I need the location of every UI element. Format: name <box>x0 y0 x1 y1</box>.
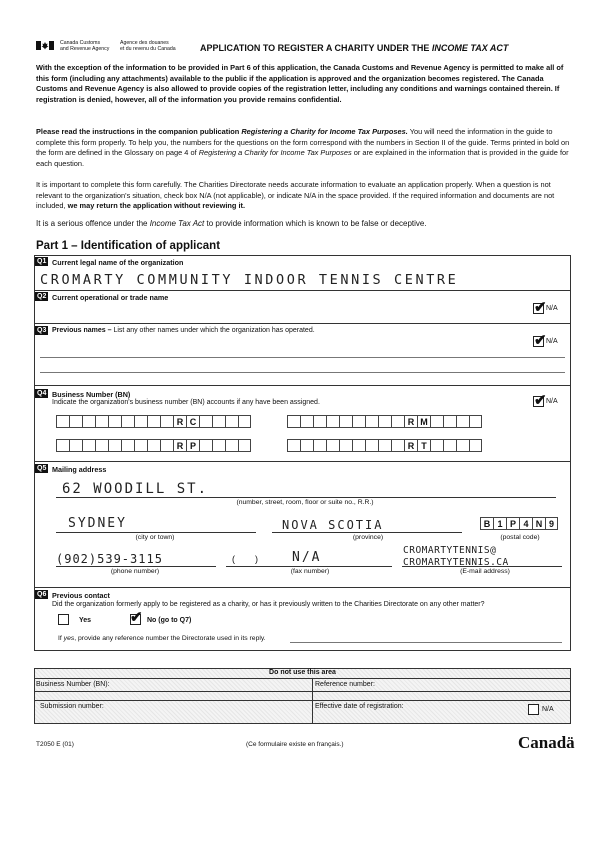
fax-area-code: ( ) <box>232 554 258 564</box>
part1-frame <box>34 255 571 651</box>
q3-entry-line-2[interactable] <box>40 372 565 373</box>
q3-number: Q3 <box>37 327 47 334</box>
agency-fr-line2: et du revenu du Canada <box>120 46 176 52</box>
bn-rm-field[interactable] <box>287 415 482 428</box>
q6-ref-end: , provide any reference number the Directorate used in its reply. <box>74 635 266 642</box>
province-caption: (province) <box>352 534 384 541</box>
agency-fr-line1: Agence des douanes <box>120 40 169 46</box>
q6-no-check-icon: ✔ <box>130 609 143 626</box>
office-use-title: Do not use this area <box>34 669 571 679</box>
q6-ref-start: If <box>58 635 64 642</box>
street-field-value[interactable]: 62 WOODILL ST. <box>62 481 209 497</box>
para3-warning: we may return the application without reviewing it. <box>67 201 246 210</box>
title-main: APPLICATION TO REGISTER A CHARITY UNDER THE <box>200 43 432 53</box>
q3-label-rest: List any other names under which the organization has operated. <box>113 327 315 334</box>
q6-reference-field[interactable] <box>290 642 562 643</box>
q4-divider <box>34 461 571 462</box>
q4-na-label: N/A <box>546 398 558 405</box>
postal-char-2: 1 <box>493 517 506 530</box>
city-line <box>56 532 256 533</box>
intro-paragraph-4 <box>36 219 576 229</box>
bn-rp-p: P <box>186 439 199 452</box>
office-divider-horizontal-1 <box>34 691 571 692</box>
q6-yes-label: Yes <box>79 617 92 624</box>
fax-field-value[interactable]: N/A <box>292 550 322 565</box>
city-caption: (city or town) <box>135 534 175 541</box>
intro-paragraph-1: With the exception of the information to be provided in Part 6 of this application, the Canada Customs and Revenue Agency is permitted to make all of this form (including any attachments) available to the public if the application is approved and the organization becomes registered. The Canada Customs and Revenue Agency is also allowed to provide copies of the registration letter, including any conditions and warnings contained therein. If registration is denied, however, all of the information you provide remains confidential. <box>36 63 564 104</box>
q6-no-label: No (go to Q7) <box>147 617 192 624</box>
province-field-value[interactable]: NOVA SCOTIA <box>282 518 384 532</box>
street-line <box>56 497 556 498</box>
form-title <box>200 43 508 54</box>
bn-rc-c: C <box>186 415 199 428</box>
email-line <box>402 566 562 567</box>
q5-divider <box>34 587 571 588</box>
q3-entry-line-1[interactable] <box>40 357 565 358</box>
bn-rt-field[interactable] <box>287 439 482 452</box>
office-reference-label: Reference number: <box>315 681 375 688</box>
q4-check-icon: ✔ <box>534 392 547 409</box>
bn-rp-r: R <box>173 439 186 452</box>
office-na-checkbox[interactable] <box>528 704 539 715</box>
phone-field-value[interactable]: (902)539-3115 <box>56 552 163 566</box>
email-field-value-1[interactable]: CROMARTYTENNIS@ <box>403 545 497 556</box>
title-italic: INCOME TAX ACT <box>431 43 509 53</box>
q5-label: Mailing address <box>52 465 107 474</box>
office-na-label: N/A <box>542 706 554 713</box>
q5-number: Q5 <box>37 465 47 472</box>
q2-check-icon: ✔ <box>534 299 547 316</box>
bn-rc-field[interactable] <box>56 415 251 428</box>
q6-number: Q6 <box>37 591 47 598</box>
city-field-value[interactable]: SYDNEY <box>68 516 127 531</box>
q2-number: Q2 <box>37 293 47 300</box>
para2-rest: You will need the information in the guide to complete this form properly. To help you, the numbers for the questions on the form correspond with the numbers in Section II of the guide. Terms printed in bold on the form are defined in the Glossary on page 4 of <box>36 127 570 157</box>
email-caption: (E-mail address) <box>460 568 510 575</box>
province-line <box>272 532 462 533</box>
q4-label: Business Number (BN) <box>52 390 131 399</box>
q1-number: Q1 <box>37 258 47 265</box>
postal-char-5: N <box>532 517 545 530</box>
para4-act: Income Tax Act <box>149 219 205 228</box>
postal-char-1: B <box>480 517 493 530</box>
q6-ref-yes: yes <box>63 635 75 642</box>
bn-rt-t: T <box>417 439 430 452</box>
agency-en-line2: and Revenue Agency <box>60 46 110 52</box>
postal-char-4: 4 <box>519 517 532 530</box>
postal-code-field[interactable] <box>480 517 558 530</box>
q6-label: Previous contact <box>52 591 110 600</box>
q2-na-label: N/A <box>546 305 558 312</box>
phone-line <box>56 566 216 567</box>
canada-wordmark: Canadä <box>518 733 575 752</box>
phone-caption: (phone number) <box>110 568 160 575</box>
office-submission-label: Submission number: <box>40 703 104 710</box>
canada-flag-icon <box>36 41 54 50</box>
para2-guide-title-2: Registering a Charity for Income Tax Purposes <box>198 148 352 157</box>
para4-start: It is a serious offence under the <box>36 219 150 228</box>
postal-caption: (postal code) <box>500 534 540 541</box>
office-divider-horizontal-2 <box>34 700 571 701</box>
q1-legal-name-field[interactable]: CROMARTY COMMUNITY INDOOR TENNIS CENTRE <box>40 272 459 288</box>
fax-line <box>226 566 392 567</box>
q1-label: Current legal name of the organization <box>52 258 184 267</box>
fax-caption: (fax number) <box>290 568 330 575</box>
agency-en-line1: Canada Customs <box>60 40 101 46</box>
q4-instruction: Indicate the organization's business number (BN) accounts if any have been assigned. <box>52 399 320 406</box>
para2-end: or are explained in the information that is provided in the guide for each question. <box>36 148 569 168</box>
bn-rm-m: M <box>417 415 430 428</box>
para2-bold: Please read the instructions in the companion publication <box>36 127 242 136</box>
intro-paragraph-3 <box>36 180 576 212</box>
q3-divider <box>34 385 571 386</box>
q6-yes-checkbox[interactable] <box>58 614 69 625</box>
bn-rc-r: R <box>173 415 186 428</box>
q3-na-label: N/A <box>546 338 558 345</box>
bn-rp-field[interactable] <box>56 439 251 452</box>
office-bn-label: Business Number (BN): <box>36 681 110 688</box>
bn-rt-r: R <box>404 439 417 452</box>
postal-char-3: P <box>506 517 519 530</box>
agency-name-en <box>60 40 109 52</box>
q6-question: Did the organization formerly apply to be registered as a charity, or has it previously written to the Charities Directorate on any other matter? <box>52 601 485 608</box>
part1-heading: Part 1 – Identification of applicant <box>36 240 221 252</box>
para2-guide-title: Registering a Charity for Income Tax Purposes. <box>241 127 408 136</box>
street-caption: (number, street, room, floor or suite no., R.R.) <box>236 499 374 506</box>
q2-label: Current operational or trade name <box>52 293 169 302</box>
q3-label <box>52 327 315 336</box>
q2-divider <box>34 323 571 324</box>
email-field-value-2[interactable]: CROMARTYTENNIS.CA <box>403 557 509 568</box>
q1-divider <box>34 290 571 291</box>
para3-start: It is important to complete this form carefully. The Charities Directorate needs accurate information to evaluate an application properly. When a question is not relevant to the organization's situation, check box N/A (not applicable), or indicate N/A in the space provided. If the required information and documents are not included, <box>36 180 555 210</box>
bn-rm-r: R <box>404 415 417 428</box>
q4-number: Q4 <box>37 390 47 397</box>
office-divider-vertical <box>312 679 313 724</box>
q6-reference-prompt <box>58 635 266 643</box>
q3-check-icon: ✔ <box>534 332 547 349</box>
intro-paragraph-2 <box>36 127 576 169</box>
french-notice: (Ce formulaire existe en français.) <box>246 741 344 748</box>
para4-end: to provide information which is known to be false or deceptive. <box>204 219 427 228</box>
q3-label-bold: Previous names – <box>52 327 114 334</box>
office-effective-label: Effective date of registration: <box>315 703 404 710</box>
form-id: T2050 E (01) <box>36 741 74 748</box>
agency-name-fr <box>120 40 176 52</box>
postal-char-6: 9 <box>545 517 558 530</box>
